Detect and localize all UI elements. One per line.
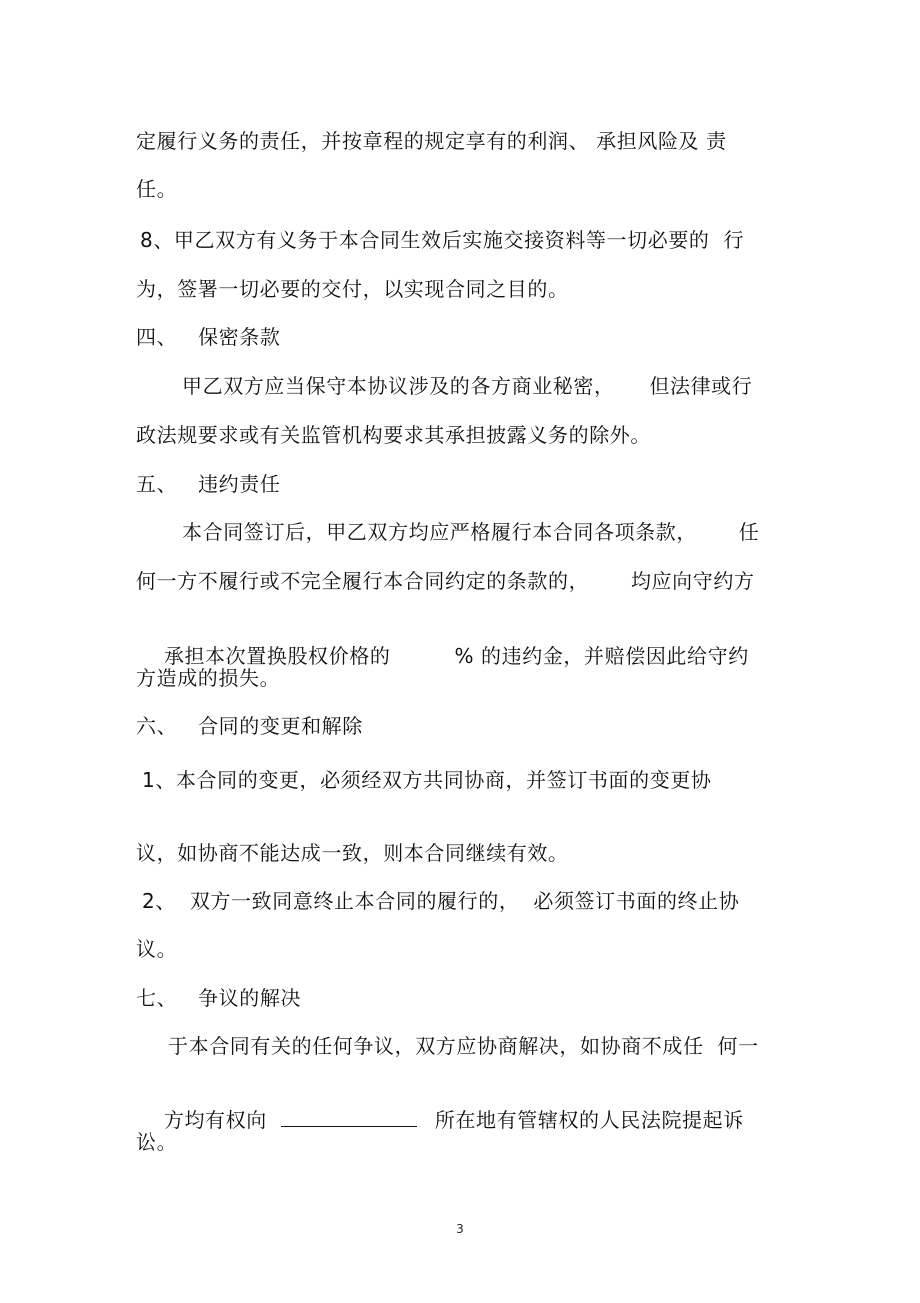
body-text-line: 方造成的损失。 (136, 666, 281, 690)
section-heading-breach: 五、 违约责任 (136, 472, 281, 496)
body-text-segment: % 的违约金，并赔偿因此给守约 (454, 644, 749, 668)
section-heading-dispute: 七、 争议的解决 (136, 986, 302, 1010)
section-heading-amendment: 六、 合同的变更和解除 (136, 714, 363, 738)
body-text-line (136, 1081, 744, 1159)
section-heading-confidentiality: 四、 保密条款 (136, 325, 281, 349)
body-text-segment: 所在地有管辖权的人民法院提起诉 (434, 1108, 744, 1132)
clause-8-line: 8、甲乙双方有义务于本合同生效后实施交接资料等一切必要的 行 (140, 228, 745, 252)
body-text-line: 于本合同有关的任何争议，双方应协商解决，如协商不成任 何一 (168, 1034, 759, 1058)
clause-2-line: 2、 双方一致同意终止本合同的履行的， 必须签订书面的终止协 (142, 889, 740, 913)
body-text-line: 讼。 (136, 1130, 178, 1154)
body-text-line: 政法规要求或有关监管机构要求其承担披露义务的除外。 (136, 423, 651, 447)
body-text-line: 定履行义务的责任，并按章程的规定享有的利润、 承担风险及 责 (136, 129, 727, 153)
body-text-line: 何一方不履行或不完全履行本合同约定的条款的， 均应向守约方 (136, 569, 755, 593)
body-text-line: 本合同签订后，甲乙双方均应严格履行本合同各项条款， 任 (182, 520, 760, 544)
fill-in-blank-underline (281, 1108, 417, 1127)
clause-1-line: 1、本合同的变更，必须经双方共同协商，并签订书面的变更协 (142, 768, 712, 792)
body-text-line: 议，如协商不能达成一致，则本合同继续有效。 (136, 841, 569, 865)
body-text-line: 甲乙双方应当保守本协议涉及的各方商业秘密， 但法律或行 (182, 374, 753, 398)
body-text-segment: 方均有权向 (163, 1108, 267, 1132)
body-text-line: 任。 (136, 177, 178, 201)
body-text-segment: 承担本次置换股权价格的 (163, 644, 391, 668)
body-text-line: 为，签署一切必要的交付，以实现合同之目的。 (136, 277, 569, 301)
page-number: 3 (456, 1222, 464, 1236)
body-text-line: 议。 (136, 937, 178, 961)
